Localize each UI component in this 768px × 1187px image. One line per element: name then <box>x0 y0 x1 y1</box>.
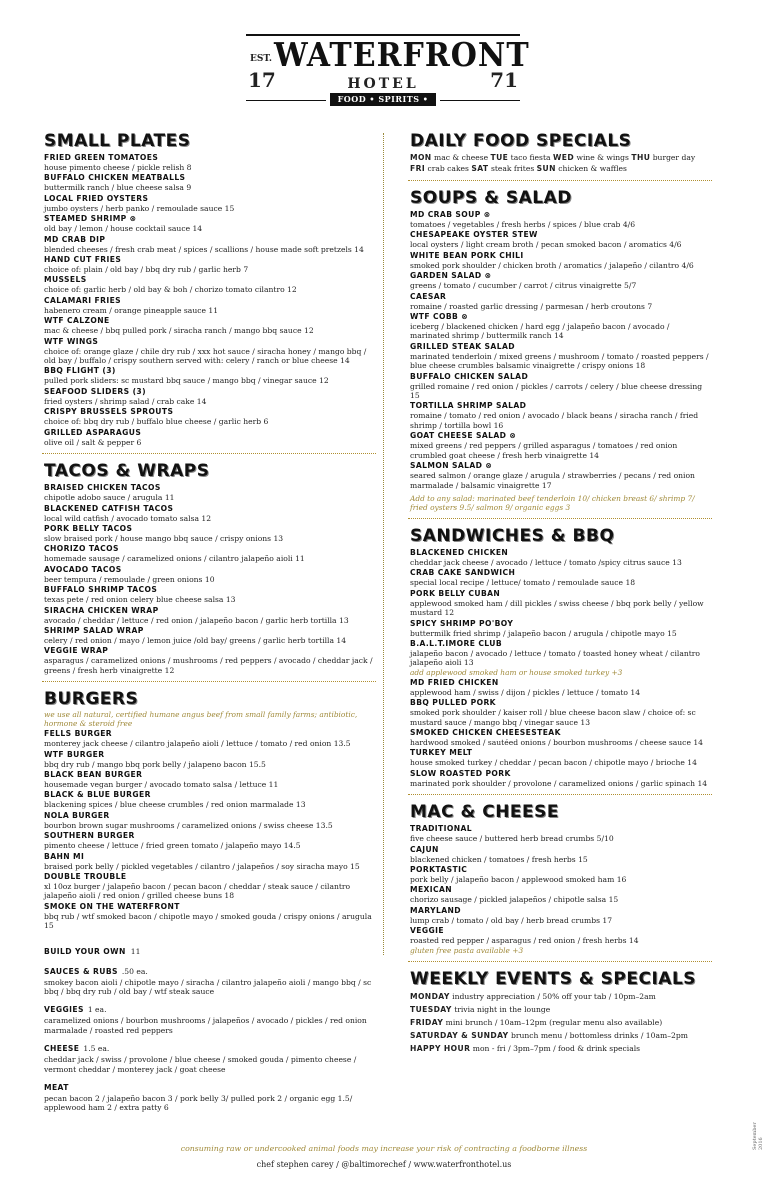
menu-item <box>44 831 374 850</box>
byo-list <box>44 959 374 1113</box>
item-description: pecan bacon 2 / jalapeño bacon 3 / pork belly 3/ pulled pork 2 / organic egg 1.5/ applewood ham 2 / extra patty 6 <box>44 1094 353 1113</box>
menu-item <box>44 852 374 871</box>
item-description: iceberg / blackened chicken / hard egg / jalapeño bacon / avocado / marinated shrimp / buttermilk ranch 14 <box>410 322 670 341</box>
menu-item <box>410 271 710 290</box>
sandwiches-list <box>410 548 710 788</box>
item-description: romaine / roasted garlic dressing / parmesan / herb croutons 7 <box>410 301 653 311</box>
event-text: mini brunch / 10am–12pm (regular menu also available) <box>445 1017 663 1027</box>
small-plates-title: SMALL PLATES <box>44 131 191 151</box>
menu-item <box>44 959 374 997</box>
item-name: TORTILLA SHRIMP SALAD <box>410 401 527 411</box>
item-description: braised pork belly / pickled vegetables / cilantro / jalapeños / soy siracha mayo 15 <box>44 861 360 871</box>
item-name: BRAISED CHICKEN TACOS <box>44 483 161 493</box>
item-name: CHESAPEAKE OYSTER STEW <box>410 230 538 240</box>
logo-name: WATERFRONT <box>274 36 530 75</box>
mac-note: gluten free pasta available +3 <box>410 945 524 955</box>
item-name: SHRIMP SALAD WRAP <box>44 625 144 635</box>
item-note: add applewood smoked ham or house smoked turkey +3 <box>410 667 623 677</box>
burgers-note: we use all natural, certified humane angus beef from small family farms; antibiotic, hormone & steroid free <box>44 710 358 729</box>
item-name: SOUTHERN BURGER <box>44 831 135 841</box>
menu-item <box>44 872 374 901</box>
event-text: industry appreciation / 50% off your tab / 10pm–2am <box>452 991 656 1001</box>
right-column <box>410 130 710 1055</box>
menu-item <box>44 483 374 502</box>
section-divider <box>408 180 712 181</box>
menu-item <box>44 504 374 523</box>
item-name: MEAT <box>44 1083 69 1093</box>
item-description: seared salmon / orange glaze / arugula / strawberries / pecans / red onion marmalade / balsamic vinaigrette 17 <box>410 471 695 490</box>
item-name: BLACK BEAN BURGER <box>44 769 143 779</box>
item-name: CALAMARI FRIES <box>44 295 122 305</box>
footer-credits: chef stephen carey / @baltimorechef / www.waterfronthotel.us <box>256 1160 512 1169</box>
item-description: blended cheeses / fresh crab meat / spices / scallions / house made soft pretzels 14 <box>44 244 364 254</box>
item-name: PORK BELLY CUBAN <box>410 588 501 598</box>
item-name: SIRACHA CHICKEN WRAP <box>44 605 159 615</box>
menu-item <box>410 548 710 567</box>
special-text: wine & wings <box>576 153 629 162</box>
item-description: caramelized onions / bourbon mushrooms / jalapeños / avocado / pickles / red onion marmalade / roasted red peppers <box>44 1016 367 1035</box>
item-description: bbq rub / wtf smoked bacon / chipotle mayo / smoked gouda / crispy onions / arugula 15 <box>44 911 372 931</box>
item-description: old bay / lemon / house cocktail sauce 14 <box>44 224 203 234</box>
item-description: habenero cream / orange pineapple sauce 11 <box>44 305 219 315</box>
menu-item <box>410 342 710 371</box>
item-description: house smoked turkey / cheddar / pecan bacon / chipotle mayo / brioche 14 <box>410 758 697 768</box>
event-text: mon - fri / 3pm–7pm / food & drink specials <box>472 1043 641 1053</box>
section-divider <box>42 681 376 682</box>
byo-price: 11 <box>130 946 141 956</box>
item-name: WHITE BEAN PORK CHILI <box>410 250 524 260</box>
item-name: VEGGIE <box>410 926 444 936</box>
event-day: SATURDAY & SUNDAY <box>410 1030 509 1040</box>
tacos-list <box>44 483 374 675</box>
item-name: BLACKENED CATFISH TACOS <box>44 503 174 513</box>
menu-item <box>44 255 374 274</box>
menu-item <box>44 366 374 385</box>
item-description: jumbo oysters / herb panko / remoulade sauce 15 <box>44 203 235 213</box>
special-day: WED <box>552 153 575 162</box>
item-name: TRADITIONAL <box>410 824 472 834</box>
item-description: choice of: plain / old bay / bbq dry rub / garlic herb 7 <box>44 265 249 275</box>
column-divider <box>383 133 384 955</box>
menu-item <box>410 461 710 490</box>
item-name: BBQ FLIGHT (3) <box>44 366 116 376</box>
build-your-own <box>44 939 374 958</box>
item-name: SMOKED CHICKEN CHEESESTEAK <box>410 727 561 737</box>
item-description: hardwood smoked / sautéed onions / bourbon mushrooms / cheese sauce 14 <box>410 737 704 747</box>
event-item <box>410 1042 710 1055</box>
special-text: chicken & waffles <box>558 164 627 173</box>
menu-item <box>44 646 374 675</box>
footer-date: September 2016 <box>752 1122 764 1150</box>
item-description: local wild catfish / avocado tomato salsa 12 <box>44 513 212 523</box>
item-name: CHORIZO TACOS <box>44 544 119 554</box>
event-item <box>410 1016 710 1029</box>
item-description: roasted red pepper / asparagus / red onion / fresh herbs 14 <box>410 936 639 946</box>
event-day: MONDAY <box>410 991 450 1001</box>
section-divider <box>408 961 712 962</box>
mac-list <box>410 824 710 945</box>
item-name: VEGGIE WRAP <box>44 646 109 656</box>
waterfront-logo <box>238 34 530 117</box>
item-description: bbq dry rub / mango bbq pork belly / jalapeno bacon 15.5 <box>44 759 266 769</box>
menu-item <box>44 296 374 315</box>
item-description: mixed greens / red peppers / grilled asparagus / tomatoes / red onion crumbled goat cheese / fresh herb vinaigrette 14 <box>410 441 678 460</box>
menu-item <box>44 387 374 406</box>
menu-item <box>410 230 710 249</box>
item-name: BUFFALO CHICKEN MEATBALLS <box>44 173 186 183</box>
item-name: CRISPY BRUSSELS SPROUTS <box>44 407 174 417</box>
item-description: slow braised pork / house mango bbq sauce / crispy onions 13 <box>44 533 284 543</box>
item-name: SALMON SALAD ⊗ <box>410 461 493 471</box>
event-day: FRIDAY <box>410 1017 444 1027</box>
menu-item <box>44 770 374 789</box>
menu-item <box>44 997 374 1035</box>
item-description: choice of: garlic herb / old bay & boh / chorizo tomato cilantro 12 <box>44 285 297 295</box>
item-description: homemade sausage / caramelized onions / cilantro jalapeño aioli 11 <box>44 554 305 564</box>
specials-line <box>410 152 710 163</box>
item-description: asparagus / caramelized onions / mushrooms / red peppers / avocado / cheddar jack / greens / fresh herb vinaigrette 12 <box>44 656 373 675</box>
menu-item <box>410 845 710 864</box>
daily-specials <box>410 152 710 174</box>
burgers-title: BURGERS <box>44 689 139 710</box>
item-description: grilled romaine / red onion / pickles / carrots / celery / blue cheese dressing 15 <box>410 381 703 401</box>
event-item <box>410 1029 710 1042</box>
item-description: cheddar jack cheese / avocado / lettuce / tomato /spicy citrus sauce 13 <box>410 557 682 567</box>
special-text: taco fiesta <box>510 153 551 162</box>
item-name: CHEESE <box>44 1044 80 1054</box>
menu-item <box>44 750 374 769</box>
item-description: pimento cheese / lettuce / fried green tomato / jalapeño mayo 14.5 <box>44 841 301 851</box>
events-list <box>410 990 710 1055</box>
events-title: WEEKLY EVENTS & SPECIALS <box>410 968 697 989</box>
item-description: special local recipe / lettuce/ tomato / remoulade sauce 18 <box>410 578 636 588</box>
item-description: marinated tenderloin / mixed greens / mushroom / tomato / roasted peppers / blue cheese crumbles balsamic vinaigrette / crispy onions 18 <box>410 351 709 371</box>
special-day: TUE <box>490 153 509 162</box>
section-divider <box>42 453 376 454</box>
item-name: GOAT CHEESE SALAD ⊗ <box>410 431 517 441</box>
menu-item <box>44 902 374 931</box>
item-description: pulled pork sliders: sc mustard bbq sauce / mango bbq / vinegar sauce 12 <box>44 376 329 386</box>
item-name: MD CRAB DIP <box>44 234 106 244</box>
menu-item <box>410 639 710 677</box>
item-name: BUFFALO SHRIMP TACOS <box>44 585 158 595</box>
item-price: 1.5 ea. <box>83 1044 110 1054</box>
burgers-list <box>44 729 374 930</box>
item-price: .50 ea. <box>121 966 148 976</box>
menu-item <box>410 401 710 430</box>
item-description: applewood smoked ham / dill pickles / swiss cheese / bbq pork belly / yellow mustard 12 <box>410 598 704 618</box>
item-name: SMOKE ON THE WATERFRONT <box>44 901 180 911</box>
item-description: mac & cheese / bbq pulled pork / siracha ranch / mango bbq sauce 12 <box>44 326 314 336</box>
menu-item <box>44 407 374 426</box>
item-name: BUFFALO CHICKEN SALAD <box>410 371 529 381</box>
menu-item <box>410 372 710 401</box>
item-description: chipotle adobo sauce / arugula 11 <box>44 493 175 503</box>
event-item <box>410 990 710 1003</box>
item-description: texas pete / red onion celery blue cheese salsa 13 <box>44 595 236 605</box>
menu-item <box>44 214 374 233</box>
item-name: PORK BELLY TACOS <box>44 523 133 533</box>
item-price: 1 ea. <box>87 1005 107 1015</box>
menu-item <box>410 292 710 311</box>
item-description: fried oysters / shrimp salad / crab cake 14 <box>44 396 207 406</box>
tacos-title: TACOS & WRAPS <box>44 461 210 482</box>
special-text: mac & cheese <box>434 153 489 162</box>
menu-item <box>44 544 374 563</box>
menu-item <box>44 275 374 294</box>
menu-item <box>44 173 374 192</box>
item-description: blackening spices / blue cheese crumbles / red onion marmalade 13 <box>44 800 306 810</box>
item-name: FELLS BURGER <box>44 729 113 739</box>
item-description: lump crab / tomato / old bay / herb bread crumbs 17 <box>410 915 613 925</box>
menu-item <box>410 824 710 843</box>
menu-item <box>44 337 374 366</box>
menu-item <box>410 619 710 638</box>
section-divider <box>408 518 712 519</box>
menu-item <box>44 235 374 254</box>
item-name: MD FRIED CHICKEN <box>410 677 499 687</box>
special-day: SAT <box>471 164 489 173</box>
menu-item <box>410 865 710 884</box>
item-name: GARDEN SALAD ⊗ <box>410 271 492 281</box>
special-text: burger day <box>652 153 696 162</box>
daily-specials-title: DAILY FOOD SPECIALS <box>410 131 632 151</box>
item-description: cheddar jack / swiss / provolone / blue cheese / smoked gouda / pimento cheese / vermont cheddar / monterey jack / goat cheese <box>44 1055 357 1074</box>
item-name: MUSSELS <box>44 275 87 285</box>
menu-item <box>410 568 710 587</box>
item-name: MD CRAB SOUP ⊗ <box>410 210 491 219</box>
item-name: WTF COBB ⊗ <box>410 312 468 322</box>
item-name: PORKTASTIC <box>410 865 468 874</box>
special-day: MON <box>410 153 432 162</box>
menu-item <box>44 729 374 748</box>
event-text: trivia night in the lounge <box>454 1004 551 1014</box>
item-description: beer tempura / remoulade / green onions 10 <box>44 574 215 584</box>
logo-hotel: HOTEL <box>347 76 419 92</box>
item-name: SEAFOOD SLIDERS (3) <box>44 386 146 396</box>
byo-name: BUILD YOUR OWN <box>44 946 126 956</box>
soups-list <box>410 210 710 490</box>
specials-line <box>410 163 710 174</box>
menu-item <box>44 565 374 584</box>
menu-item <box>44 606 374 625</box>
small-plates-list <box>44 153 374 447</box>
menu-item <box>410 251 710 270</box>
event-day: HAPPY HOUR <box>410 1043 471 1053</box>
menu-item <box>44 316 374 335</box>
menu-item <box>44 626 374 645</box>
logo-tagline: FOOD • SPIRITS • ALE <box>330 93 436 106</box>
item-description: smoked pork shoulder / kaiser roll / blue cheese bacon slaw / choice of: sc mustard sauce / mango bbq / vinegar sauce 13 <box>410 708 696 727</box>
item-description: housemade vegan burger / avocado tomato salsa / lettuce 11 <box>44 779 279 789</box>
item-description: choice of: orange glaze / chile dry rub / xxx hot sauce / siracha honey / mango bbq / old bay / buffalo / crispy southern served with: celery / ranch or blue cheese 14 <box>44 346 367 366</box>
item-name: FRIED GREEN TOMATOES <box>44 153 159 162</box>
item-name: NOLA BURGER <box>44 810 110 820</box>
item-description: local oysters / light cream broth / pecan smoked bacon / aromatics 4/6 <box>410 240 682 250</box>
item-description: house pimento cheese / pickle relish 8 <box>44 163 192 172</box>
menu-item <box>410 728 710 747</box>
item-name: MEXICAN <box>410 885 453 895</box>
event-day: TUESDAY <box>410 1004 452 1014</box>
item-description: chorizo sausage / pickled jalapeños / chipotle salsa 15 <box>410 895 619 905</box>
left-column <box>44 130 374 1113</box>
item-name: BBQ PULLED PORK <box>410 698 496 708</box>
menu-item <box>410 698 710 727</box>
item-name: LOCAL FRIED OYSTERS <box>44 193 149 203</box>
menu-item <box>44 1075 374 1113</box>
salad-addons-note: Add to any salad: marinated beef tenderloin 10/ chicken breast 6/ shrimp 7/ fried oysters 9.5/ salmon 9/ organic eggs 3 <box>410 493 695 512</box>
item-name: CRAB CAKE SANDWICH <box>410 568 516 578</box>
item-name: MARYLAND <box>410 905 461 915</box>
item-description: celery / red onion / mayo / lemon juice /old bay/ greens / garlic herb tortilla 14 <box>44 635 347 645</box>
menu-item <box>410 312 710 341</box>
item-description: marinated pork shoulder / provolone / caramelized onions / garlic spinach 14 <box>410 778 708 788</box>
menu-item <box>410 906 710 925</box>
item-description: romaine / tomato / red onion / avocado / black beans / siracha ranch / fried shrimp / tortilla bowl 16 <box>410 411 699 430</box>
item-name: B.A.L.T.IMORE CLUB <box>410 638 503 648</box>
item-description: jalapeño bacon / avocado / lettuce / tomato / toasted honey wheat / cilantro jalapeño aioli 13 <box>410 648 701 668</box>
item-name: SPICY SHRIMP PO'BOY <box>410 618 514 628</box>
menu-item <box>410 678 710 697</box>
menu-header <box>0 0 768 118</box>
item-description: bourbon brown sugar mushrooms / caramelized onions / swiss cheese 13.5 <box>44 820 333 830</box>
section-divider <box>408 794 712 795</box>
item-description: tomatoes / vegetables / fresh herbs / spices / blue crab 4/6 <box>410 220 636 229</box>
item-name: TURKEY MELT <box>410 748 473 758</box>
item-name: SAUCES & RUBS <box>44 966 118 976</box>
item-name: CAJUN <box>410 844 439 854</box>
item-name: WTF WINGS <box>44 336 99 346</box>
item-name: DOUBLE TROUBLE <box>44 872 127 881</box>
item-description: choice of: bbq dry rub / buffalo blue cheese / garlic herb 6 <box>44 417 269 427</box>
item-name: GRILLED ASPARAGUS <box>44 427 142 437</box>
special-text: steak frites <box>490 164 535 173</box>
item-name: WTF CALZONE <box>44 316 110 326</box>
item-name: BLACKENED CHICKEN <box>410 547 509 557</box>
menu-item <box>44 153 374 172</box>
item-description: blackened chicken / tomatoes / fresh herbs 15 <box>410 854 588 864</box>
menu-item <box>44 524 374 543</box>
mac-title: MAC & CHEESE <box>410 802 559 823</box>
item-description: applewood ham / swiss / dijon / pickles / lettuce / tomato 14 <box>410 687 641 697</box>
special-day: THU <box>631 153 651 162</box>
menu-item <box>44 585 374 604</box>
item-description: xl 10oz burger / jalapeño bacon / pecan bacon / cheddar / steak sauce / cilantro jalapeño aioli / red onion / grilled cheese buns 18 <box>44 882 351 901</box>
footer-warning: consuming raw or undercooked animal foods may increase your risk of contracting a foodborne illness <box>180 1144 588 1153</box>
special-text: crab cakes <box>427 164 469 173</box>
item-name: BLACK & BLUE BURGER <box>44 790 151 800</box>
item-name: BAHN MI <box>44 851 85 861</box>
item-name: HAND CUT FRIES <box>44 255 122 265</box>
soups-title: SOUPS & SALAD <box>410 188 572 208</box>
item-description: pork belly / jalapeño bacon / applewood smoked ham 16 <box>410 875 627 884</box>
special-day: FRI <box>410 164 426 173</box>
item-name: SLOW ROASTED PORK <box>410 768 511 778</box>
logo-year-right: 71 <box>490 68 518 92</box>
event-item <box>410 1003 710 1016</box>
item-description: smokey bacon aioli / chipotle mayo / siracha / cilantro jalapeño aioli / mango bbq / sc bbq / bbq dry rub / old bay / wtf steak sauce <box>44 977 372 997</box>
menu-item <box>410 431 710 460</box>
item-description: monterey jack cheese / cilantro jalapeño aioli / lettuce / tomato / red onion 13.5 <box>44 739 351 749</box>
item-description: greens / tomato / cucumber / carrot / citrus vinaigrette 5/7 <box>410 281 637 291</box>
item-name: VEGGIES <box>44 1005 84 1015</box>
item-name: GRILLED STEAK SALAD <box>410 341 515 351</box>
menu-item <box>410 885 710 904</box>
item-name: STEAMED SHRIMP ⊗ <box>44 214 137 224</box>
item-description: buttermilk ranch / blue cheese salsa 9 <box>44 183 192 193</box>
menu-item <box>410 769 710 788</box>
menu-item <box>44 790 374 809</box>
menu-item <box>410 210 710 229</box>
event-text: brunch menu / bottomless drinks / 10am–2pm <box>510 1030 688 1040</box>
item-name: AVOCADO TACOS <box>44 564 122 574</box>
menu-item <box>44 811 374 830</box>
logo-year-left: 17 <box>248 68 276 92</box>
item-description: smoked pork shoulder / chicken broth / aromatics / jalapeño / cilantro 4/6 <box>410 260 694 270</box>
sandwiches-title: SANDWICHES & BBQ <box>410 525 615 546</box>
item-description: five cheese sauce / buttered herb bread crumbs 5/10 <box>410 834 614 844</box>
special-day: SUN <box>536 164 556 173</box>
menu-item <box>44 194 374 213</box>
item-description: olive oil / salt & pepper 6 <box>44 437 142 447</box>
menu-item <box>410 748 710 767</box>
menu-item <box>44 1036 374 1074</box>
menu-item <box>44 428 374 447</box>
item-description: buttermilk fried shrimp / jalapeño bacon / arugula / chipotle mayo 15 <box>410 628 677 638</box>
menu-item <box>410 589 710 618</box>
item-description: avocado / cheddar / lettuce / red onion / jalapeño bacon / garlic herb tortilla 13 <box>44 615 349 625</box>
logo-est: EST. <box>250 54 273 64</box>
item-name: WTF BURGER <box>44 749 105 759</box>
menu-item <box>410 926 710 945</box>
item-name: CAESAR <box>410 291 447 301</box>
